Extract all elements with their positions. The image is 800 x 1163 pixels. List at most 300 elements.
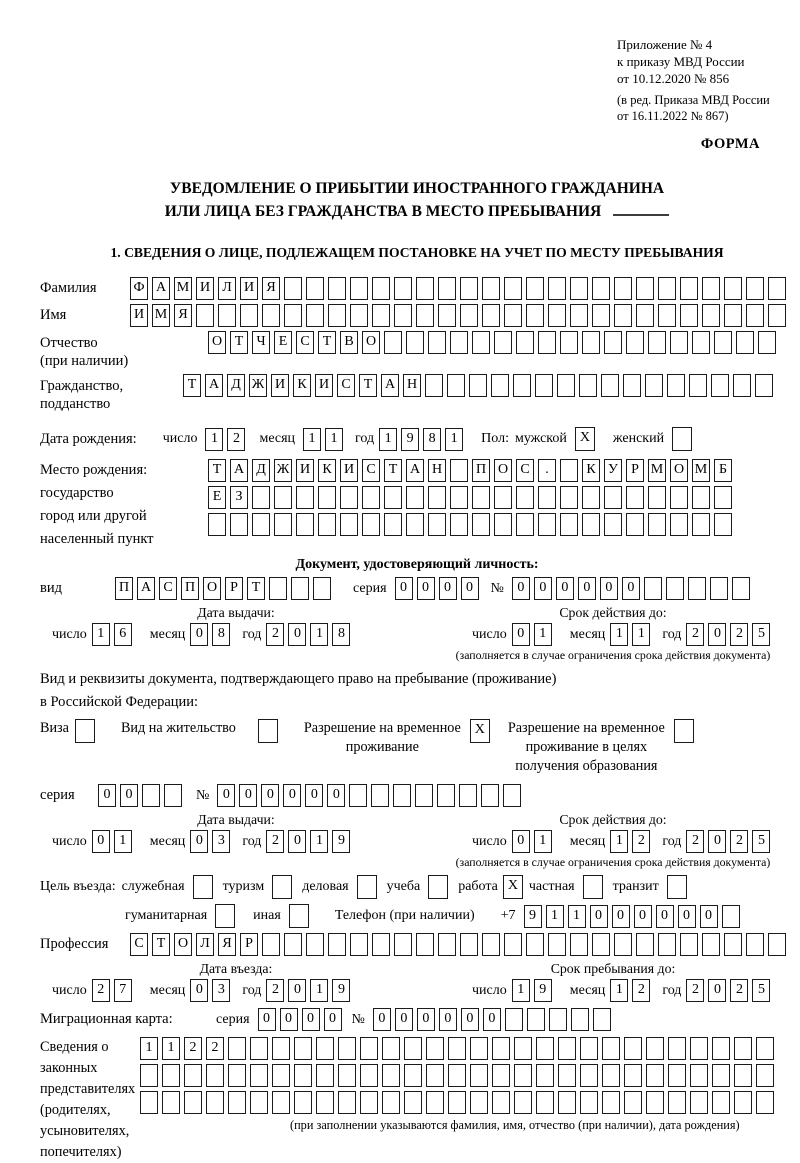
char-cell[interactable]: 0: [217, 784, 235, 807]
char-cell[interactable]: [732, 577, 750, 600]
char-cell[interactable]: И: [296, 459, 314, 482]
char-cell[interactable]: 2: [227, 428, 245, 451]
char-cell[interactable]: 2: [266, 623, 284, 646]
char-cell[interactable]: [602, 1064, 620, 1087]
char-cell[interactable]: 0: [708, 830, 726, 853]
char-cell[interactable]: [349, 784, 367, 807]
char-cell[interactable]: [284, 304, 302, 327]
char-cell[interactable]: [714, 331, 732, 354]
char-cell[interactable]: Д: [252, 459, 270, 482]
char-cell[interactable]: М: [174, 277, 192, 300]
char-cell[interactable]: 0: [280, 1008, 298, 1031]
char-cell[interactable]: [768, 277, 786, 300]
char-cell[interactable]: 0: [417, 1008, 435, 1031]
char-cell[interactable]: [592, 933, 610, 956]
char-cell[interactable]: 0: [461, 577, 479, 600]
char-cell[interactable]: И: [271, 374, 289, 397]
char-cell[interactable]: [623, 374, 641, 397]
char-cell[interactable]: [428, 331, 446, 354]
char-cell[interactable]: [274, 513, 292, 536]
char-cell[interactable]: Т: [152, 933, 170, 956]
char-cell[interactable]: [459, 784, 477, 807]
char-cell[interactable]: [428, 486, 446, 509]
char-cell[interactable]: [604, 513, 622, 536]
char-cell[interactable]: [284, 933, 302, 956]
char-cell[interactable]: [668, 1064, 686, 1087]
char-cell[interactable]: О: [670, 459, 688, 482]
char-cell[interactable]: [406, 513, 424, 536]
char-cell[interactable]: [558, 1064, 576, 1087]
char-cell[interactable]: 0: [258, 1008, 276, 1031]
char-cell[interactable]: [272, 1037, 290, 1060]
char-cell[interactable]: [316, 1064, 334, 1087]
char-cell[interactable]: [626, 513, 644, 536]
char-cell[interactable]: 1: [534, 623, 552, 646]
char-cell[interactable]: [734, 1037, 752, 1060]
char-cell[interactable]: [768, 304, 786, 327]
char-cell[interactable]: А: [205, 374, 223, 397]
char-cell[interactable]: Ж: [274, 459, 292, 482]
char-cell[interactable]: [666, 577, 684, 600]
char-cell[interactable]: [470, 1091, 488, 1114]
char-cell[interactable]: [712, 1037, 730, 1060]
char-cell[interactable]: [416, 277, 434, 300]
char-cell[interactable]: [316, 1091, 334, 1114]
char-cell[interactable]: 0: [327, 784, 345, 807]
char-cell[interactable]: [492, 1037, 510, 1060]
char-cell[interactable]: 0: [700, 905, 718, 928]
char-cell[interactable]: 2: [730, 623, 748, 646]
char-cell[interactable]: [306, 933, 324, 956]
char-cell[interactable]: [756, 1064, 774, 1087]
char-cell[interactable]: 0: [395, 1008, 413, 1031]
char-cell[interactable]: [428, 513, 446, 536]
char-cell[interactable]: 0: [283, 784, 301, 807]
char-cell[interactable]: [680, 304, 698, 327]
char-cell[interactable]: 1: [632, 623, 650, 646]
char-cell[interactable]: [438, 933, 456, 956]
char-cell[interactable]: [296, 513, 314, 536]
char-cell[interactable]: [272, 1091, 290, 1114]
char-cell[interactable]: [382, 1064, 400, 1087]
char-cell[interactable]: [406, 331, 424, 354]
char-cell[interactable]: 0: [578, 577, 596, 600]
char-cell[interactable]: К: [293, 374, 311, 397]
char-cell[interactable]: 0: [622, 577, 640, 600]
char-cell[interactable]: 3: [212, 979, 230, 1002]
char-cell[interactable]: [472, 513, 490, 536]
char-cell[interactable]: [690, 1037, 708, 1060]
char-cell[interactable]: [448, 1091, 466, 1114]
char-cell[interactable]: [415, 784, 433, 807]
char-cell[interactable]: [548, 304, 566, 327]
char-cell[interactable]: [536, 1037, 554, 1060]
char-cell[interactable]: [162, 1064, 180, 1087]
char-cell[interactable]: Т: [208, 459, 226, 482]
char-cell[interactable]: [426, 1064, 444, 1087]
char-cell[interactable]: [570, 277, 588, 300]
char-cell[interactable]: [648, 513, 666, 536]
char-cell[interactable]: [560, 513, 578, 536]
char-cell[interactable]: [448, 1064, 466, 1087]
char-cell[interactable]: Т: [183, 374, 201, 397]
char-cell[interactable]: [690, 1091, 708, 1114]
char-cell[interactable]: 0: [512, 830, 530, 853]
char-cell[interactable]: [558, 1037, 576, 1060]
char-cell[interactable]: 0: [373, 1008, 391, 1031]
char-cell[interactable]: М: [152, 304, 170, 327]
char-cell[interactable]: [240, 304, 258, 327]
char-cell[interactable]: 1: [325, 428, 343, 451]
char-cell[interactable]: [450, 459, 468, 482]
char-cell[interactable]: [428, 875, 448, 899]
char-cell[interactable]: [206, 1091, 224, 1114]
char-cell[interactable]: [570, 304, 588, 327]
char-cell[interactable]: К: [318, 459, 336, 482]
char-cell[interactable]: 9: [401, 428, 419, 451]
char-cell[interactable]: [470, 1037, 488, 1060]
char-cell[interactable]: [362, 513, 380, 536]
char-cell[interactable]: Е: [274, 331, 292, 354]
char-cell[interactable]: 0: [190, 623, 208, 646]
char-cell[interactable]: [460, 933, 478, 956]
char-cell[interactable]: Я: [218, 933, 236, 956]
char-cell[interactable]: М: [692, 459, 710, 482]
char-cell[interactable]: [184, 1091, 202, 1114]
char-cell[interactable]: [338, 1064, 356, 1087]
char-cell[interactable]: X: [470, 719, 490, 743]
char-cell[interactable]: 1: [379, 428, 397, 451]
char-cell[interactable]: 0: [302, 1008, 320, 1031]
char-cell[interactable]: [350, 277, 368, 300]
char-cell[interactable]: С: [159, 577, 177, 600]
char-cell[interactable]: [670, 486, 688, 509]
char-cell[interactable]: [645, 374, 663, 397]
char-cell[interactable]: [614, 304, 632, 327]
char-cell[interactable]: [338, 1037, 356, 1060]
char-cell[interactable]: [672, 427, 692, 451]
char-cell[interactable]: [162, 1091, 180, 1114]
char-cell[interactable]: 9: [332, 979, 350, 1002]
char-cell[interactable]: [549, 1008, 567, 1031]
char-cell[interactable]: [426, 1037, 444, 1060]
char-cell[interactable]: [494, 486, 512, 509]
char-cell[interactable]: 1: [140, 1037, 158, 1060]
char-cell[interactable]: О: [203, 577, 221, 600]
char-cell[interactable]: [746, 933, 764, 956]
char-cell[interactable]: [340, 486, 358, 509]
char-cell[interactable]: [548, 933, 566, 956]
char-cell[interactable]: 9: [534, 979, 552, 1002]
char-cell[interactable]: 1: [162, 1037, 180, 1060]
char-cell[interactable]: [724, 277, 742, 300]
char-cell[interactable]: [208, 513, 226, 536]
char-cell[interactable]: [294, 1064, 312, 1087]
char-cell[interactable]: О: [362, 331, 380, 354]
char-cell[interactable]: 0: [461, 1008, 479, 1031]
char-cell[interactable]: 0: [678, 905, 696, 928]
char-cell[interactable]: [516, 331, 534, 354]
char-cell[interactable]: Д: [227, 374, 245, 397]
char-cell[interactable]: [646, 1064, 664, 1087]
char-cell[interactable]: Ч: [252, 331, 270, 354]
char-cell[interactable]: Я: [174, 304, 192, 327]
char-cell[interactable]: [689, 374, 707, 397]
char-cell[interactable]: 1: [445, 428, 463, 451]
char-cell[interactable]: [250, 1037, 268, 1060]
char-cell[interactable]: 1: [512, 979, 530, 1002]
char-cell[interactable]: [394, 304, 412, 327]
char-cell[interactable]: Т: [384, 459, 402, 482]
char-cell[interactable]: 1: [610, 623, 628, 646]
char-cell[interactable]: 2: [632, 979, 650, 1002]
char-cell[interactable]: [658, 933, 676, 956]
char-cell[interactable]: К: [582, 459, 600, 482]
char-cell[interactable]: 0: [656, 905, 674, 928]
char-cell[interactable]: [482, 304, 500, 327]
char-cell[interactable]: [228, 1091, 246, 1114]
char-cell[interactable]: [724, 933, 742, 956]
char-cell[interactable]: [710, 577, 728, 600]
char-cell[interactable]: [450, 486, 468, 509]
char-cell[interactable]: [712, 1064, 730, 1087]
char-cell[interactable]: У: [604, 459, 622, 482]
char-cell[interactable]: [692, 513, 710, 536]
char-cell[interactable]: [269, 577, 287, 600]
char-cell[interactable]: [570, 933, 588, 956]
char-cell[interactable]: [636, 277, 654, 300]
char-cell[interactable]: 1: [610, 979, 628, 1002]
char-cell[interactable]: [350, 304, 368, 327]
char-cell[interactable]: Ж: [249, 374, 267, 397]
char-cell[interactable]: [393, 784, 411, 807]
char-cell[interactable]: [557, 374, 575, 397]
char-cell[interactable]: Т: [318, 331, 336, 354]
char-cell[interactable]: [755, 374, 773, 397]
char-cell[interactable]: 1: [310, 979, 328, 1002]
char-cell[interactable]: 2: [206, 1037, 224, 1060]
char-cell[interactable]: [492, 1091, 510, 1114]
char-cell[interactable]: 0: [708, 979, 726, 1002]
char-cell[interactable]: 8: [212, 623, 230, 646]
char-cell[interactable]: [624, 1064, 642, 1087]
char-cell[interactable]: [680, 933, 698, 956]
char-cell[interactable]: Е: [208, 486, 226, 509]
char-cell[interactable]: [711, 374, 729, 397]
char-cell[interactable]: [230, 513, 248, 536]
char-cell[interactable]: [450, 331, 468, 354]
char-cell[interactable]: 0: [439, 577, 457, 600]
char-cell[interactable]: [416, 304, 434, 327]
char-cell[interactable]: [252, 486, 270, 509]
char-cell[interactable]: С: [296, 331, 314, 354]
char-cell[interactable]: [526, 277, 544, 300]
char-cell[interactable]: [328, 933, 346, 956]
char-cell[interactable]: [646, 1037, 664, 1060]
char-cell[interactable]: 0: [324, 1008, 342, 1031]
char-cell[interactable]: 1: [610, 830, 628, 853]
char-cell[interactable]: 0: [708, 623, 726, 646]
char-cell[interactable]: Т: [230, 331, 248, 354]
char-cell[interactable]: 2: [686, 830, 704, 853]
char-cell[interactable]: 1: [310, 830, 328, 853]
char-cell[interactable]: [644, 577, 662, 600]
char-cell[interactable]: А: [381, 374, 399, 397]
char-cell[interactable]: 5: [752, 979, 770, 1002]
char-cell[interactable]: И: [315, 374, 333, 397]
char-cell[interactable]: [536, 1064, 554, 1087]
char-cell[interactable]: 0: [190, 830, 208, 853]
char-cell[interactable]: 1: [534, 830, 552, 853]
char-cell[interactable]: О: [494, 459, 512, 482]
char-cell[interactable]: [350, 933, 368, 956]
char-cell[interactable]: 2: [686, 979, 704, 1002]
char-cell[interactable]: [360, 1037, 378, 1060]
char-cell[interactable]: 0: [612, 905, 630, 928]
char-cell[interactable]: [142, 784, 160, 807]
char-cell[interactable]: [734, 1064, 752, 1087]
char-cell[interactable]: [667, 875, 687, 899]
char-cell[interactable]: [626, 331, 644, 354]
char-cell[interactable]: Р: [626, 459, 644, 482]
char-cell[interactable]: 2: [266, 830, 284, 853]
char-cell[interactable]: [636, 304, 654, 327]
char-cell[interactable]: Н: [403, 374, 421, 397]
char-cell[interactable]: [582, 513, 600, 536]
char-cell[interactable]: [438, 304, 456, 327]
char-cell[interactable]: [306, 277, 324, 300]
char-cell[interactable]: 1: [114, 830, 132, 853]
char-cell[interactable]: [702, 933, 720, 956]
char-cell[interactable]: [734, 1091, 752, 1114]
char-cell[interactable]: 0: [483, 1008, 501, 1031]
char-cell[interactable]: [648, 486, 666, 509]
char-cell[interactable]: [538, 331, 556, 354]
char-cell[interactable]: [712, 1091, 730, 1114]
char-cell[interactable]: [384, 486, 402, 509]
char-cell[interactable]: 0: [590, 905, 608, 928]
char-cell[interactable]: Б: [714, 459, 732, 482]
char-cell[interactable]: [714, 486, 732, 509]
char-cell[interactable]: [460, 304, 478, 327]
char-cell[interactable]: 0: [92, 830, 110, 853]
char-cell[interactable]: [514, 1064, 532, 1087]
char-cell[interactable]: 0: [600, 577, 618, 600]
char-cell[interactable]: 3: [212, 830, 230, 853]
char-cell[interactable]: И: [240, 277, 258, 300]
char-cell[interactable]: [688, 577, 706, 600]
char-cell[interactable]: [289, 904, 309, 928]
char-cell[interactable]: [592, 304, 610, 327]
char-cell[interactable]: 1: [546, 905, 564, 928]
char-cell[interactable]: [291, 577, 309, 600]
char-cell[interactable]: [357, 875, 377, 899]
char-cell[interactable]: [646, 1091, 664, 1114]
char-cell[interactable]: 1: [310, 623, 328, 646]
char-cell[interactable]: [262, 933, 280, 956]
char-cell[interactable]: 7: [114, 979, 132, 1002]
char-cell[interactable]: [250, 1064, 268, 1087]
char-cell[interactable]: [404, 1064, 422, 1087]
char-cell[interactable]: [658, 304, 676, 327]
char-cell[interactable]: 1: [92, 623, 110, 646]
char-cell[interactable]: [702, 304, 720, 327]
char-cell[interactable]: [328, 277, 346, 300]
char-cell[interactable]: [674, 719, 694, 743]
char-cell[interactable]: [404, 1091, 422, 1114]
char-cell[interactable]: [258, 719, 278, 743]
char-cell[interactable]: [469, 374, 487, 397]
char-cell[interactable]: [548, 277, 566, 300]
char-cell[interactable]: [394, 933, 412, 956]
char-cell[interactable]: 0: [634, 905, 652, 928]
char-cell[interactable]: [482, 933, 500, 956]
char-cell[interactable]: [481, 784, 499, 807]
char-cell[interactable]: [604, 486, 622, 509]
char-cell[interactable]: [692, 486, 710, 509]
char-cell[interactable]: [272, 1064, 290, 1087]
char-cell[interactable]: [460, 277, 478, 300]
char-cell[interactable]: О: [174, 933, 192, 956]
char-cell[interactable]: С: [130, 933, 148, 956]
char-cell[interactable]: 0: [288, 979, 306, 1002]
char-cell[interactable]: [636, 933, 654, 956]
char-cell[interactable]: [746, 277, 764, 300]
char-cell[interactable]: [756, 1037, 774, 1060]
char-cell[interactable]: О: [208, 331, 226, 354]
char-cell[interactable]: [536, 1091, 554, 1114]
char-cell[interactable]: 1: [303, 428, 321, 451]
char-cell[interactable]: [382, 1037, 400, 1060]
char-cell[interactable]: П: [181, 577, 199, 600]
char-cell[interactable]: [733, 374, 751, 397]
char-cell[interactable]: [294, 1037, 312, 1060]
char-cell[interactable]: 0: [305, 784, 323, 807]
char-cell[interactable]: [193, 875, 213, 899]
char-cell[interactable]: [558, 1091, 576, 1114]
char-cell[interactable]: И: [196, 277, 214, 300]
char-cell[interactable]: 9: [332, 830, 350, 853]
char-cell[interactable]: [602, 1091, 620, 1114]
char-cell[interactable]: [692, 331, 710, 354]
char-cell[interactable]: [184, 1064, 202, 1087]
char-cell[interactable]: [668, 1037, 686, 1060]
char-cell[interactable]: [602, 1037, 620, 1060]
char-cell[interactable]: [736, 331, 754, 354]
char-cell[interactable]: [746, 304, 764, 327]
char-cell[interactable]: [504, 304, 522, 327]
char-cell[interactable]: [360, 1064, 378, 1087]
char-cell[interactable]: [504, 277, 522, 300]
char-cell[interactable]: [448, 1037, 466, 1060]
char-cell[interactable]: [593, 1008, 611, 1031]
char-cell[interactable]: [384, 331, 402, 354]
char-cell[interactable]: Л: [196, 933, 214, 956]
char-cell[interactable]: [294, 1091, 312, 1114]
char-cell[interactable]: [252, 513, 270, 536]
char-cell[interactable]: 0: [556, 577, 574, 600]
char-cell[interactable]: [215, 904, 235, 928]
char-cell[interactable]: [560, 331, 578, 354]
char-cell[interactable]: [306, 304, 324, 327]
char-cell[interactable]: [371, 784, 389, 807]
char-cell[interactable]: З: [230, 486, 248, 509]
char-cell[interactable]: [438, 277, 456, 300]
char-cell[interactable]: 1: [205, 428, 223, 451]
char-cell[interactable]: [538, 513, 556, 536]
char-cell[interactable]: [206, 1064, 224, 1087]
char-cell[interactable]: [538, 486, 556, 509]
